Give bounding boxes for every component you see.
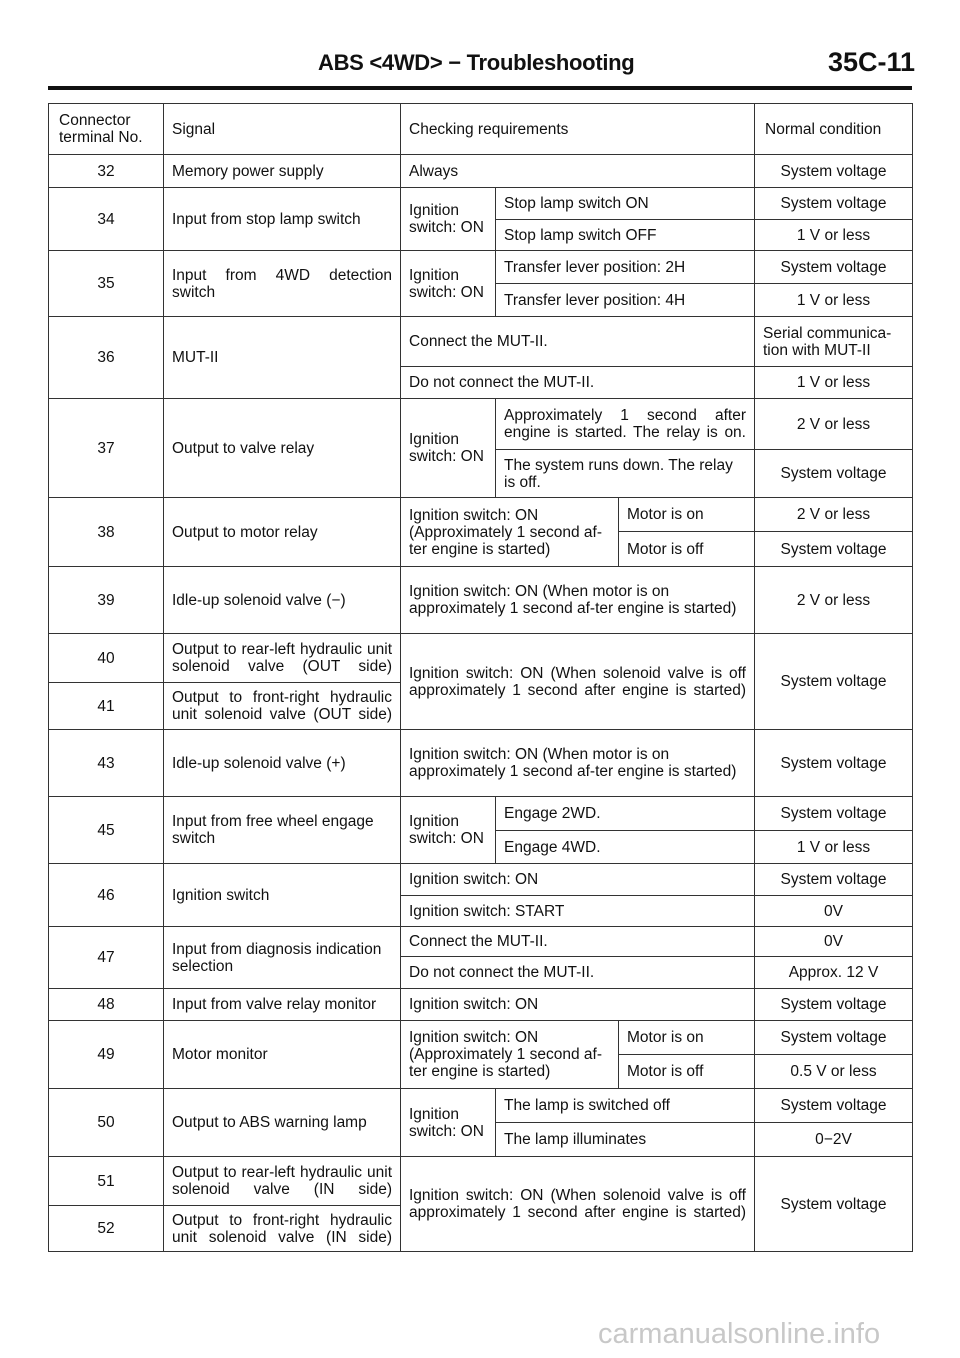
- header-normal: Normal condition: [755, 104, 913, 155]
- table-row: [49, 1021, 913, 1055]
- signal-cell: Output to motor relay: [164, 498, 401, 567]
- requirement-cell: Transfer lever position: 4H: [496, 284, 755, 317]
- normal-cell: 1 V or less: [755, 367, 913, 399]
- signal-cell: Output to valve relay: [164, 399, 401, 498]
- signal-cell: Input from valve relay monitor: [164, 989, 401, 1021]
- normal-cell: System voltage: [755, 797, 913, 831]
- terminal-number: 47: [49, 927, 164, 989]
- requirement-cell: The system runs down. The relay is off.: [496, 450, 755, 498]
- signal-cell: Motor monitor: [164, 1021, 401, 1089]
- page-title: ABS <4WD> − Troubleshooting: [318, 50, 635, 75]
- terminal-number: 40: [49, 634, 164, 683]
- condition-cell: Ignition switch: ON: [401, 797, 496, 864]
- requirement-cell: Engage 2WD.: [496, 797, 755, 831]
- table-row: [49, 567, 913, 634]
- signal-cell: Output to ABS warning lamp: [164, 1089, 401, 1157]
- table-row: [49, 1089, 913, 1123]
- signal-cell: Input from 4WD detection switch: [164, 251, 401, 317]
- normal-cell: 0V: [755, 896, 913, 927]
- normal-cell: System voltage: [755, 730, 913, 797]
- signal-cell: Output to rear-left hydraulic unit solenoid valve (OUT side): [164, 634, 401, 683]
- terminal-number: 49: [49, 1021, 164, 1089]
- table-row: [49, 317, 913, 367]
- normal-cell: Approx. 12 V: [755, 957, 913, 989]
- terminal-number: 35: [49, 251, 164, 317]
- requirement-cell: Transfer lever position: 2H: [496, 251, 755, 284]
- table-row: [49, 188, 913, 220]
- signal-cell: MUT-II: [164, 317, 401, 399]
- page-header: [0, 47, 960, 86]
- normal-cell: System voltage: [755, 864, 913, 896]
- normal-cell: Serial communica-tion with MUT-II: [755, 317, 913, 367]
- requirement-cell: Ignition switch: START: [401, 896, 755, 927]
- requirement-cell: Motor is off: [619, 532, 755, 567]
- normal-cell: System voltage: [755, 634, 913, 730]
- table-row: [49, 155, 913, 188]
- table-row: [49, 634, 913, 683]
- header-requirements: Checking requirements: [401, 104, 755, 155]
- table-row: [49, 399, 913, 450]
- normal-cell: 0.5 V or less: [755, 1055, 913, 1089]
- signal-cell: Input from diagnosis indication selection: [164, 927, 401, 989]
- condition-cell: Ignition switch: ON (Approximately 1 second af-ter engine is started): [401, 498, 619, 567]
- normal-cell: System voltage: [755, 1157, 913, 1252]
- normal-cell: System voltage: [755, 155, 913, 188]
- terminal-number: 51: [49, 1157, 164, 1206]
- signal-cell: Output to front-right hydraulic unit solenoid valve (IN side): [164, 1206, 401, 1252]
- condition-cell: Ignition switch: ON: [401, 251, 496, 317]
- table-row: [49, 927, 913, 957]
- requirement-cell: Engage 4WD.: [496, 831, 755, 864]
- terminal-number: 32: [49, 155, 164, 188]
- normal-cell: 2 V or less: [755, 567, 913, 634]
- table-row: [49, 989, 913, 1021]
- requirement-cell: The lamp illuminates: [496, 1123, 755, 1157]
- header-terminal: Connector terminal No.: [49, 104, 164, 155]
- terminal-number: 34: [49, 188, 164, 251]
- terminal-number: 50: [49, 1089, 164, 1157]
- normal-cell: System voltage: [755, 450, 913, 498]
- table-row: [49, 730, 913, 797]
- terminal-check-table: [48, 103, 913, 1252]
- requirement-cell: Approximately 1 second after engine is started. The relay is on.: [496, 399, 755, 450]
- terminal-number: 45: [49, 797, 164, 864]
- requirement-cell: Connect the MUT-II.: [401, 317, 755, 367]
- terminal-number: 39: [49, 567, 164, 634]
- normal-cell: 1 V or less: [755, 220, 913, 251]
- requirement-cell: Stop lamp switch ON: [496, 188, 755, 220]
- terminal-number: 38: [49, 498, 164, 567]
- signal-cell: Idle-up solenoid valve (+): [164, 730, 401, 797]
- normal-cell: 2 V or less: [755, 399, 913, 450]
- header-rule: [48, 86, 912, 90]
- header-signal: Signal: [164, 104, 401, 155]
- requirement-cell: Ignition switch: ON (When solenoid valve is off approximately 1 second after engine is started): [401, 634, 755, 730]
- terminal-number: 36: [49, 317, 164, 399]
- terminal-number: 46: [49, 864, 164, 927]
- requirement-cell: The lamp is switched off: [496, 1089, 755, 1123]
- normal-cell: System voltage: [755, 989, 913, 1021]
- normal-cell: 0−2V: [755, 1123, 913, 1157]
- requirement-cell: Do not connect the MUT-II.: [401, 957, 755, 989]
- signal-cell: Input from stop lamp switch: [164, 188, 401, 251]
- condition-cell: Ignition switch: ON (Approximately 1 second af-ter engine is started): [401, 1021, 619, 1089]
- terminal-number: 43: [49, 730, 164, 797]
- condition-cell: Ignition switch: ON: [401, 399, 496, 498]
- requirement-cell: Motor is on: [619, 498, 755, 532]
- normal-cell: 1 V or less: [755, 831, 913, 864]
- requirement-cell: Motor is on: [619, 1021, 755, 1055]
- terminal-number: 48: [49, 989, 164, 1021]
- page-number: 35C-11: [828, 47, 916, 77]
- requirement-cell: Ignition switch: ON (When motor is on approximately 1 second af-ter engine is started): [401, 567, 755, 634]
- signal-cell: Ignition switch: [164, 864, 401, 927]
- condition-cell: Ignition switch: ON: [401, 188, 496, 251]
- requirement-cell: Connect the MUT-II.: [401, 927, 755, 957]
- condition-cell: Ignition switch: ON: [401, 1089, 496, 1157]
- normal-cell: 2 V or less: [755, 498, 913, 532]
- signal-cell: Memory power supply: [164, 155, 401, 188]
- table-row: [49, 797, 913, 831]
- watermark: carmanualsonline.info: [598, 1318, 881, 1350]
- table-row: [49, 251, 913, 284]
- table-header-row: [49, 104, 913, 155]
- requirement-cell: Ignition switch: ON: [401, 864, 755, 896]
- table-row: [49, 498, 913, 532]
- requirement-cell: Do not connect the MUT-II.: [401, 367, 755, 399]
- signal-cell: Input from free wheel engage switch: [164, 797, 401, 864]
- requirement-cell: Ignition switch: ON (When motor is on approximately 1 second af-ter engine is started): [401, 730, 755, 797]
- terminal-number: 41: [49, 683, 164, 730]
- normal-cell: System voltage: [755, 251, 913, 284]
- terminal-number: 52: [49, 1206, 164, 1252]
- normal-cell: 0V: [755, 927, 913, 957]
- requirement-cell: Ignition switch: ON (When solenoid valve is off approximately 1 second after engine is started): [401, 1157, 755, 1252]
- requirement-cell: Motor is off: [619, 1055, 755, 1089]
- signal-cell: Output to front-right hydraulic unit solenoid valve (OUT side): [164, 683, 401, 730]
- signal-cell: Idle-up solenoid valve (−): [164, 567, 401, 634]
- signal-cell: Output to rear-left hydraulic unit solenoid valve (IN side): [164, 1157, 401, 1206]
- requirement-cell: Always: [401, 155, 755, 188]
- table-row: [49, 1157, 913, 1206]
- normal-cell: System voltage: [755, 188, 913, 220]
- requirement-cell: Ignition switch: ON: [401, 989, 755, 1021]
- requirement-cell: Stop lamp switch OFF: [496, 220, 755, 251]
- normal-cell: 1 V or less: [755, 284, 913, 317]
- terminal-number: 37: [49, 399, 164, 498]
- normal-cell: System voltage: [755, 532, 913, 567]
- normal-cell: System voltage: [755, 1021, 913, 1055]
- normal-cell: System voltage: [755, 1089, 913, 1123]
- table-row: [49, 864, 913, 896]
